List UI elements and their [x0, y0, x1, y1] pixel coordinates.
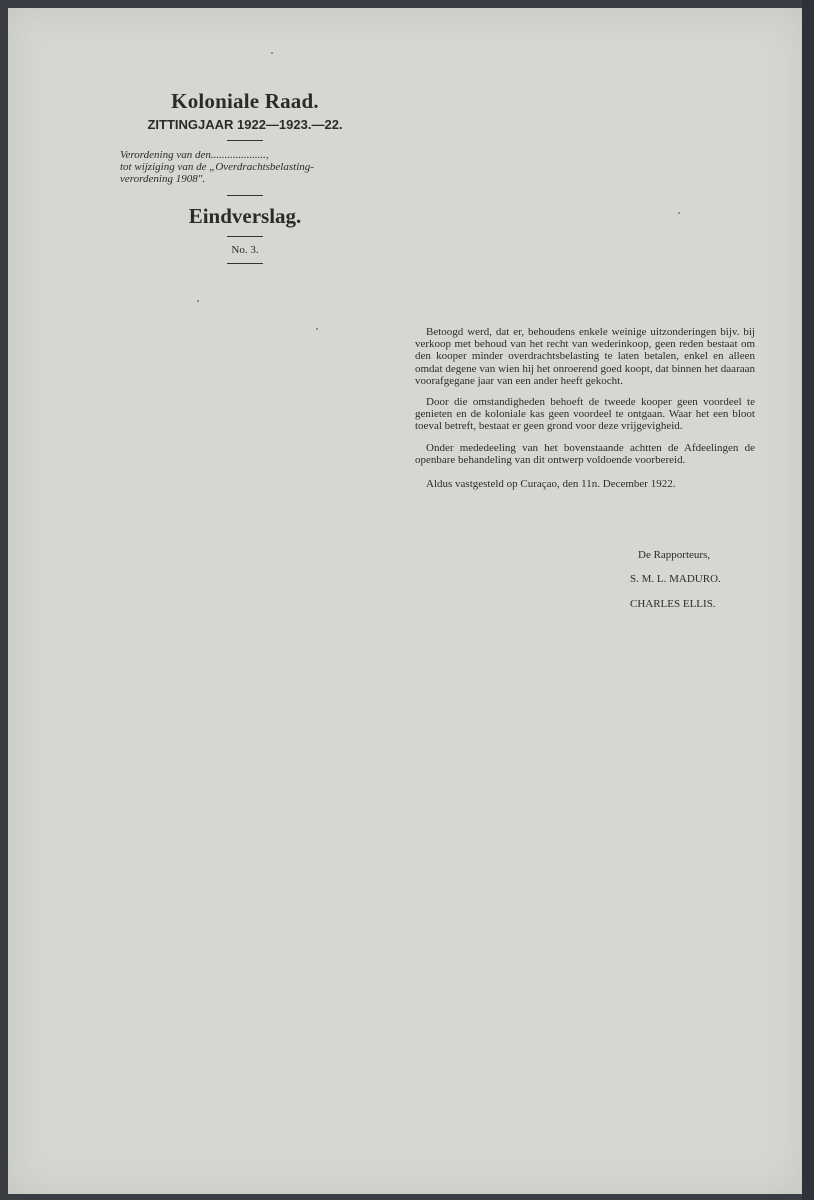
body-paragraph: Onder mededeeling van het bovenstaande achtten de Afdeelingen de openbare behandeling van dit ontwerp voldoende voorbereid. — [415, 441, 755, 466]
paper-speck — [316, 328, 318, 330]
signatory-name: S. M. L. MADURO. — [630, 573, 721, 585]
closing-line: Aldus vastgesteld op Curaçao, den 11n. December 1922. — [426, 478, 676, 491]
council-title: Koloniale Raad. — [171, 89, 319, 113]
body-paragraph: Betoogd werd, dat er, behoudens enkele weinige uitzonderingen bijv. bij verkoop met behoud van het recht van wederinkoop, geen reden bestaat om den kooper minder overdrachtsbelasting te laten betalen, enkel en alleen omdat degene van wien hij het onroerend goed koopt, dat binnen het daaraan voorafgegane jaar van een ander heeft gekocht. — [415, 326, 755, 387]
divider — [227, 140, 263, 141]
document-header — [110, 88, 380, 264]
ordinance-line: Verordening van den...................., — [120, 149, 269, 161]
paper-speck — [678, 212, 680, 214]
divider — [227, 236, 263, 237]
document-number: No. 3. — [231, 244, 259, 256]
session-year: ZITTINGJAAR 1922—1923.—22. — [147, 117, 343, 132]
paper-speck — [271, 52, 273, 54]
report-title: Eindverslag. — [188, 204, 302, 228]
paper-speck — [197, 300, 199, 302]
rapporteurs-heading: De Rapporteurs, — [638, 549, 711, 561]
report-body — [415, 326, 755, 490]
signatory-name: CHARLES ELLIS. — [630, 598, 716, 610]
ordinance-line: verordening 1908". — [120, 173, 206, 185]
scan-edge — [802, 0, 814, 1200]
ordinance-description — [120, 149, 380, 185]
ordinance-line: tot wijziging van de „Overdrachtsbelasting- — [120, 161, 314, 173]
body-paragraph: Door die omstandigheden behoeft de tweede kooper geen voordeel te genieten en de koloniale kas geen voordeel te ontgaan. Waar het een bloot toeval betreft, bestaat er geen grond voor deze vrijgevigheid. — [415, 396, 755, 433]
divider — [227, 263, 263, 264]
divider — [227, 195, 263, 196]
